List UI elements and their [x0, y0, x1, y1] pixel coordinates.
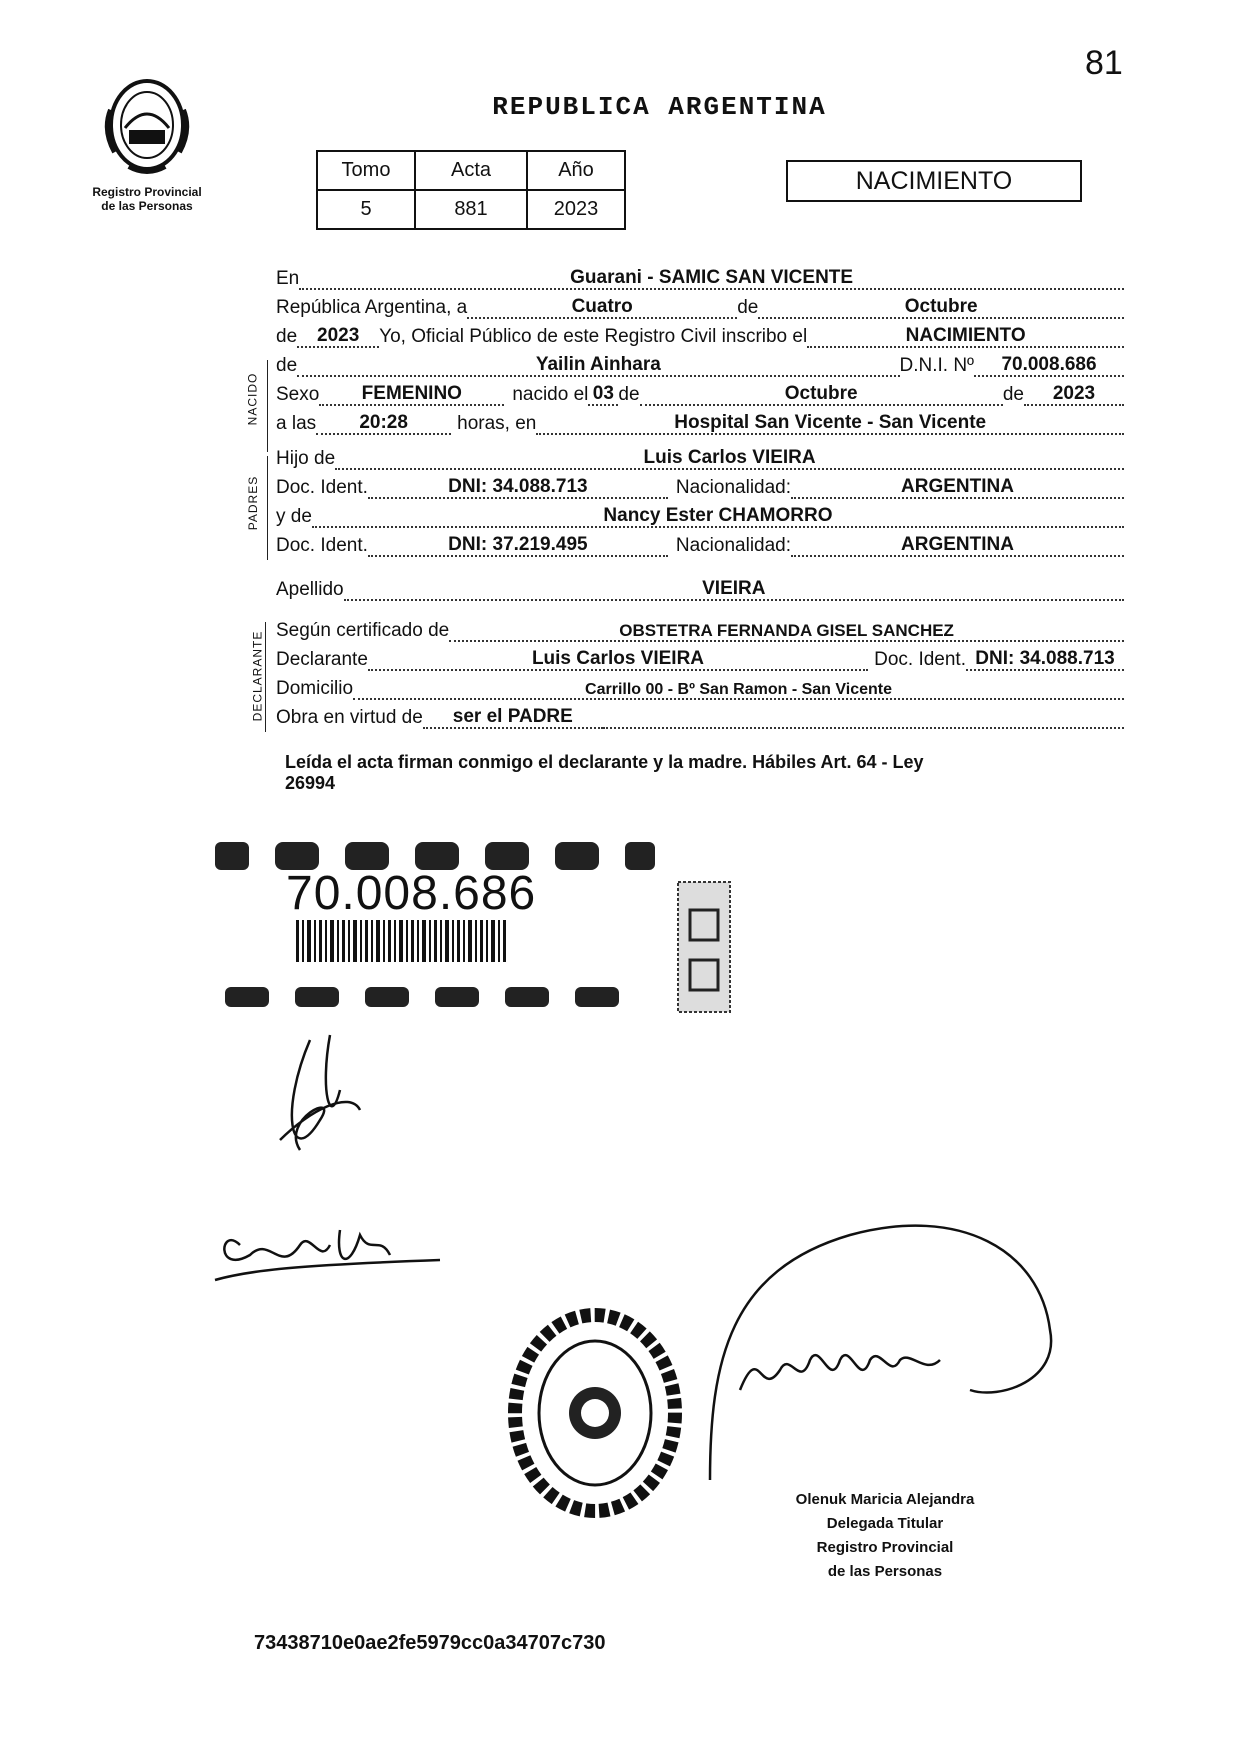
address-value: Carrillo 00 - Bº San Ramon - San Vicente [585, 681, 893, 698]
month-words-value: Octubre [904, 296, 978, 317]
row-father [276, 444, 1124, 470]
mother-doc-value: DNI: 37.219.495 [448, 534, 588, 555]
birth-time-value: 20:28 [359, 412, 408, 433]
year-field [297, 325, 379, 348]
hijo-label: Hijo de [276, 448, 336, 469]
segun-label: Según certificado de [276, 620, 450, 641]
row-date [276, 293, 1124, 319]
security-pattern-bottom [215, 985, 655, 1021]
birth-place-value: Hospital San Vicente - San Vicente [674, 412, 987, 433]
declarant-field [368, 648, 868, 671]
mother-doc-label: Doc. Ident. [276, 535, 368, 556]
year-prefix-label: de [276, 326, 298, 347]
alas-label: a las [276, 413, 317, 434]
father-nationality-field [791, 476, 1124, 499]
closing-note-line1: Leída el acta firman conmigo el declarante y la madre. Hábiles Art. 64 - Ley [285, 752, 924, 772]
month-field [758, 296, 1124, 319]
official-org-line2: de las Personas [827, 1563, 943, 1580]
born-section-line [267, 360, 268, 452]
child-name-field [297, 354, 899, 377]
birth-de-label: de [618, 384, 640, 405]
sexo-label: Sexo [276, 384, 320, 405]
day-field [467, 296, 737, 319]
row-certificate [276, 616, 1124, 642]
row-declarant [276, 645, 1124, 671]
place-field [299, 267, 1124, 290]
registry-table-value-row [317, 190, 625, 229]
hologram-seal-icon [676, 880, 732, 1014]
page-number: 81 [1085, 44, 1123, 82]
child-dni-value: 70.008.686 [1001, 354, 1097, 375]
record-kind-field [807, 325, 1124, 348]
side-label-parents: PADRES [246, 475, 261, 531]
mother-nationality-field [791, 534, 1124, 557]
sex-field [319, 383, 504, 406]
registry-table-header-row [317, 151, 625, 190]
capacity-field [423, 706, 603, 729]
capacity-value: ser el PADRE [452, 706, 573, 727]
de-name-label: de [276, 355, 298, 376]
header-acta: Acta [415, 151, 527, 190]
father-doc-field [368, 476, 668, 499]
nacido-label: nacido el [512, 384, 589, 405]
value-acta: 881 [415, 190, 527, 229]
declarant-doc-value: DNI: 34.088.713 [975, 648, 1115, 669]
mother-doc-field [368, 534, 668, 557]
declarant-doc-field [966, 648, 1124, 671]
row-address [276, 674, 1124, 700]
parents-section-line [267, 456, 268, 560]
mother-nac-label: Nacionalidad: [675, 535, 792, 556]
provincial-seal-icon [99, 70, 195, 180]
birth-de2-label: de [1002, 384, 1024, 405]
logo-caption-line2: de las Personas [101, 199, 193, 213]
official-stamp-seal-icon [508, 1308, 683, 1518]
registry-table [316, 150, 626, 230]
country-title: REPUBLICA ARGENTINA [492, 92, 827, 122]
declarant-value: Luis Carlos VIEIRA [531, 648, 705, 669]
certificate-value: OBSTETRA FERNANDA GISEL SANCHEZ [619, 621, 954, 640]
birth-month-field [640, 383, 1003, 406]
yde-label: y de [276, 506, 312, 527]
domicilio-label: Domicilio [276, 678, 354, 699]
de-label: de [737, 297, 759, 318]
row-official [276, 322, 1124, 348]
father-nac-label: Nacionalidad: [675, 477, 792, 498]
surname-field [344, 578, 1124, 601]
father-nationality-value: ARGENTINA [901, 476, 1014, 497]
document-hash: 73438710e0ae2fe5979cc0a34707c730 [254, 1632, 606, 1654]
day-words-value: Cuatro [571, 296, 633, 317]
official-role: Delegada Titular [826, 1515, 944, 1532]
row-birth-place [276, 409, 1124, 435]
republica-label: República Argentina, a [276, 297, 468, 318]
father-doc-label: Doc. Ident. [276, 477, 368, 498]
official-name: Olenuk Maricia Alejandra [795, 1491, 975, 1508]
mother-name-field [312, 505, 1124, 528]
row-father-doc [276, 473, 1124, 499]
father-name-value: Luis Carlos VIEIRA [643, 447, 816, 468]
year-value: 2023 [317, 325, 360, 346]
value-tomo: 5 [317, 190, 415, 229]
row-mother-doc [276, 531, 1124, 557]
side-label-declarant: DECLARANTE [250, 630, 265, 722]
closing-note [285, 752, 1115, 794]
barcode [296, 920, 526, 962]
capacity-trailing-line [603, 709, 1124, 729]
child-name-value: Yailin Ainhara [535, 354, 661, 375]
en-label: En [276, 268, 300, 289]
birth-year-value: 2023 [1052, 383, 1096, 404]
certificate-field [449, 622, 1124, 642]
row-mother [276, 502, 1124, 528]
mother-name-value: Nancy Ester CHAMORRO [603, 505, 833, 526]
signature-official [700, 1210, 1080, 1490]
row-capacity [276, 703, 1124, 729]
official-org-line1: Registro Provincial [816, 1539, 954, 1556]
birth-day-value: 03 [592, 383, 614, 404]
record-type-box: NACIMIENTO [786, 160, 1082, 202]
row-birth-date [276, 380, 1124, 406]
side-label-born: NACIDO [245, 372, 260, 426]
declarante-label: Declarante [276, 649, 368, 670]
obra-label: Obra en virtud de [276, 707, 423, 728]
row-place [276, 264, 1124, 290]
address-field [353, 680, 1124, 700]
value-ano: 2023 [527, 190, 625, 229]
declarant-doc-label: Doc. Ident. [874, 649, 966, 670]
header-tomo: Tomo [317, 151, 415, 190]
official-signature-caption [770, 1488, 1000, 1584]
header-ano: Año [527, 151, 625, 190]
child-dni-field [974, 354, 1124, 377]
birth-year-field [1024, 383, 1124, 406]
birth-day-field [588, 383, 618, 406]
birth-time-field [316, 412, 451, 435]
mother-nationality-value: ARGENTINA [901, 534, 1014, 555]
place-value: Guarani - SAMIC SAN VICENTE [570, 267, 854, 288]
declarant-section-line [265, 622, 266, 732]
logo-caption-line1: Registro Provincial [92, 185, 202, 199]
birth-month-value: Octubre [784, 383, 858, 404]
official-text: Yo, Oficial Público de este Registro Civil inscribo el [379, 326, 808, 347]
sex-value: FEMENINO [361, 383, 462, 404]
official-stamp [508, 1308, 683, 1523]
record-kind-value: NACIMIENTO [905, 325, 1026, 346]
father-doc-value: DNI: 34.088.713 [448, 476, 588, 497]
birth-place-field [536, 412, 1124, 435]
surname-value: VIEIRA [702, 578, 766, 599]
row-surname [276, 575, 1124, 601]
apellido-label: Apellido [276, 579, 344, 600]
signature-declarant [260, 1030, 380, 1180]
dni-label: D.N.I. Nº [899, 355, 974, 376]
signature-mother [210, 1215, 450, 1290]
barcode-number: 70.008.686 [286, 867, 537, 920]
father-name-field [335, 447, 1124, 470]
horas-label: horas, en [457, 413, 537, 434]
row-child-name [276, 351, 1124, 377]
closing-note-line2: 26994 [285, 773, 336, 793]
